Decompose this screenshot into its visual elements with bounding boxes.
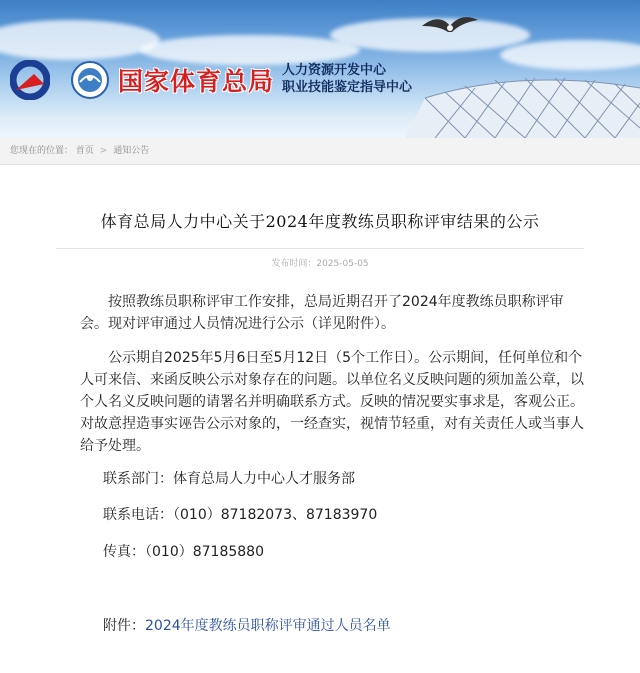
attachment-link[interactable]: 2024年度教练员职称评审通过人员名单 bbox=[145, 618, 391, 634]
contact-dept-row bbox=[103, 469, 640, 489]
article-paragraph: 按照教练员职称评审工作安排，总局近期召开了2024年度教练员职称评审会。现对评审通过人员情况进行公示（详见附件）。 bbox=[80, 294, 564, 332]
contact-dept-value: 体育总局人力中心人才服务部 bbox=[173, 471, 355, 487]
publish-date bbox=[0, 256, 640, 269]
sports-emblem-icon bbox=[70, 60, 110, 100]
breadcrumb-separator: > bbox=[99, 146, 108, 156]
birds-nest-stadium-icon bbox=[405, 58, 640, 138]
breadcrumb-prefix: 您现在的位置： bbox=[10, 146, 74, 156]
article-body bbox=[0, 291, 640, 457]
publish-date-label: 发布时间： bbox=[271, 259, 317, 269]
org-name: 国家体育总局 bbox=[118, 67, 275, 96]
attachment-row bbox=[103, 615, 391, 635]
header-banner bbox=[0, 0, 640, 138]
article-paragraph: 公示期自2025年5月6日至5月12日（5个工作日）。公示期间，任何单位和个人可来信、来函反映公示对象存在的问题。以单位名义反映问题的须加盖公章，以个人名义反映问题的请署名并明确联系方式。反映的情况要实事求是，客观公正。对故意捏造事实诬告公示对象的，一经查实，视情节轻重，对有关责任人或当事人给予处理。 bbox=[80, 350, 584, 454]
org-subtitle-line1: 人力资源开发中心 bbox=[282, 63, 387, 78]
cloud-decoration bbox=[0, 20, 160, 60]
contact-phone-value: （010）87182073、87183970 bbox=[173, 507, 378, 523]
attachment-label: 附件： bbox=[103, 618, 145, 634]
org-subtitle-line2: 职业技能鉴定指导中心 bbox=[282, 80, 413, 95]
contact-fax-value: （010）87185880 bbox=[145, 544, 264, 560]
title-divider bbox=[56, 248, 584, 249]
org-subtitle bbox=[282, 62, 412, 96]
breadcrumb bbox=[0, 138, 640, 165]
q-logo-icon bbox=[10, 60, 50, 100]
breadcrumb-current-link[interactable]: 通知公告 bbox=[113, 146, 150, 156]
contact-fax-row bbox=[103, 542, 640, 562]
cloud-decoration bbox=[140, 35, 360, 65]
eagle-icon bbox=[420, 12, 480, 40]
contact-phone-row bbox=[103, 505, 640, 525]
article-title: 体育总局人力中心关于2024年度教练员职称评审结果的公示 bbox=[100, 212, 540, 231]
publish-date-value: 2025-05-05 bbox=[316, 259, 369, 269]
breadcrumb-home-link[interactable]: 首页 bbox=[75, 146, 94, 156]
contact-phone-label: 联系电话： bbox=[103, 507, 173, 523]
contact-dept-label: 联系部门： bbox=[103, 471, 173, 487]
contact-info bbox=[0, 469, 640, 562]
contact-fax-label: 传真： bbox=[103, 544, 145, 560]
